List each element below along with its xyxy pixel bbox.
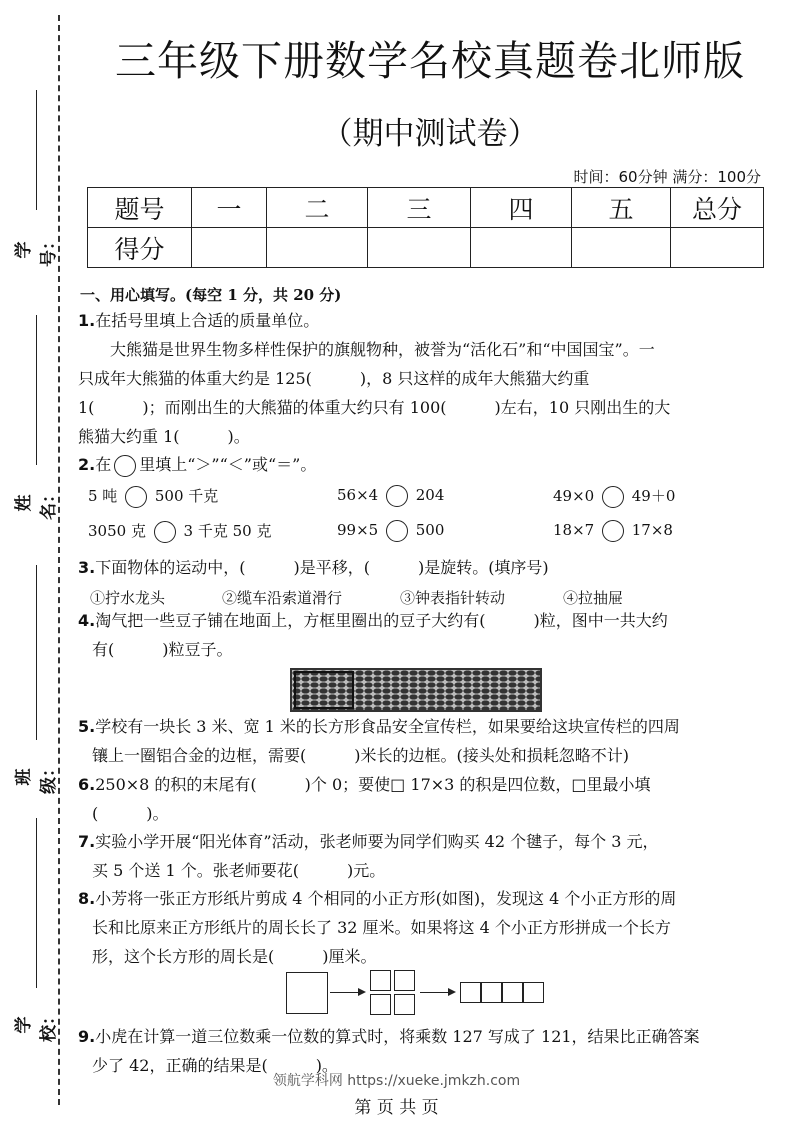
q3-choice: ②缆车沿索道滑行	[222, 589, 343, 607]
score-cell[interactable]	[192, 228, 267, 268]
question-7	[78, 827, 742, 885]
q2-right: 17×8	[631, 521, 673, 539]
score-header-cell: 一	[192, 188, 267, 228]
score-cell[interactable]	[368, 228, 471, 268]
arrow-icon	[330, 992, 364, 993]
score-table-score-row	[88, 228, 764, 268]
q2-stem-a: 在	[95, 455, 112, 474]
question-6	[78, 770, 742, 828]
score-cell[interactable]	[572, 228, 671, 268]
q2-number: 2.	[78, 455, 96, 474]
circle-icon	[114, 455, 136, 477]
q4-line: 淘气把一些豆子铺在地面上，方框里圈出的豆子大约有( )粒，图中一共大约	[95, 611, 668, 630]
q2-item	[553, 485, 675, 508]
score-header-cell: 总分	[671, 188, 764, 228]
q2-right: 49＋0	[631, 487, 676, 505]
question-1	[78, 306, 742, 451]
score-cell[interactable]	[471, 228, 572, 268]
score-table-header-row	[88, 188, 764, 228]
score-header-cell: 二	[267, 188, 368, 228]
q2-item	[88, 520, 271, 543]
q1-number: 1.	[78, 311, 96, 330]
q2-left: 5 吨	[88, 487, 118, 505]
q8-line: 长和比原来正方形纸片的周长长了 32 厘米。如果将这 4 个小正方形拼成一个长方	[92, 918, 671, 937]
compare-circle[interactable]	[154, 521, 176, 543]
big-square	[286, 972, 328, 1014]
q1-line: 大熊猫是世界生物多样性保护的旗舰物种，被誉为“活化石”和“中国国宝”。一	[110, 340, 655, 359]
q2-right: 204	[415, 486, 445, 504]
q2-left: 18×7	[553, 521, 595, 539]
row-square	[460, 982, 481, 1003]
q2-left: 56×4	[337, 486, 379, 504]
q4-line: 有( )粒豆子。	[92, 640, 233, 659]
q7-line: 实验小学开展“阳光体育”活动，张老师要为同学们购买 42 个毽子，每个 3 元，	[95, 832, 659, 851]
q2-left: 99×5	[337, 521, 379, 539]
class-line	[36, 565, 37, 740]
binding-dashed-line	[58, 15, 60, 1105]
question-2	[78, 450, 742, 479]
name-label: 姓名：	[14, 486, 59, 520]
small-square	[394, 970, 415, 991]
q6-line: 250×8 的积的末尾有( )个 0；要使□ 17×3 的积是四位数，□里最小填	[95, 775, 651, 794]
compare-circle[interactable]	[386, 520, 408, 542]
q1-stem: 在括号里填上合适的质量单位。	[95, 311, 320, 330]
score-header-cell: 五	[572, 188, 671, 228]
compare-circle[interactable]	[602, 520, 624, 542]
page-footer: 第 页 共 页	[354, 1098, 439, 1118]
score-header-cell: 三	[368, 188, 471, 228]
q4-number: 4.	[78, 611, 96, 630]
score-row-label: 得分	[88, 228, 192, 268]
q9-number: 9.	[78, 1027, 96, 1046]
question-8	[78, 884, 742, 971]
q2-item	[337, 520, 444, 542]
score-table	[87, 187, 764, 268]
q8-number: 8.	[78, 889, 96, 908]
school-line	[36, 818, 37, 988]
student-id-label: 学号：	[14, 233, 59, 267]
q2-item	[88, 485, 218, 508]
compare-circle[interactable]	[125, 486, 147, 508]
q1-line: 熊猫大约重 1( )。	[78, 427, 250, 446]
q3-number: 3.	[78, 558, 96, 577]
page-title: 三年级下册数学名校真题卷北师版	[115, 37, 745, 85]
school-label: 学校：	[14, 1008, 59, 1042]
q3-choice: ③钟表指针转动	[400, 589, 506, 607]
compare-circle[interactable]	[602, 486, 624, 508]
score-cell[interactable]	[267, 228, 368, 268]
score-header-cell: 题号	[88, 188, 192, 228]
q5-line: 镶上一圈铝合金的边框，需要( )米长的边框。(接头处和损耗忽略不计)	[92, 746, 629, 765]
student-id-line	[36, 90, 37, 210]
question-4	[78, 606, 742, 664]
q9-line: 小虎在计算一道三位数乘一位数的算式时，将乘数 127 写成了 121，结果比正确答案	[95, 1027, 700, 1046]
class-label: 班级：	[14, 760, 59, 794]
q5-number: 5.	[78, 717, 96, 736]
q8-line: 形，这个长方形的周长是( )厘米。	[92, 947, 377, 966]
section-1-heading: 一、用心填写。(每空 1 分，共 20 分)	[80, 286, 342, 304]
arrow-icon	[420, 992, 454, 993]
watermark: 领航学科网 https://xueke.jmkzh.com	[272, 1073, 521, 1089]
q2-right: 500	[415, 521, 445, 539]
q5-line: 学校有一块长 3 米、宽 1 米的长方形食品安全宣传栏，如果要给这块宣传栏的四周	[95, 717, 680, 736]
score-cell[interactable]	[671, 228, 764, 268]
q2-right: 500 千克	[154, 487, 219, 505]
beans-image	[290, 668, 542, 712]
q2-item	[553, 520, 673, 542]
small-square	[370, 994, 391, 1015]
q7-number: 7.	[78, 832, 96, 851]
small-square	[394, 994, 415, 1015]
row-square	[502, 982, 523, 1003]
question-5	[78, 712, 742, 770]
q3-choice: ④拉抽屉	[563, 589, 624, 607]
q2-right: 3 千克 50 克	[183, 522, 272, 540]
compare-circle[interactable]	[386, 485, 408, 507]
q1-line: 1( )；而刚出生的大熊猫的体重大约只有 100( )左右，10 只刚出生的大	[78, 398, 671, 417]
q2-stem-b: 里填上“＞”“＜”或“＝”。	[139, 455, 317, 474]
score-header-cell: 四	[471, 188, 572, 228]
q2-left: 3050 克	[88, 522, 146, 540]
small-square	[370, 970, 391, 991]
row-square	[481, 982, 502, 1003]
name-line	[36, 315, 37, 465]
question-3	[78, 553, 742, 582]
bean-count-frame	[294, 671, 354, 709]
page-subtitle: （期中测试卷）	[321, 116, 539, 152]
row-square	[523, 982, 544, 1003]
q8-line: 小芳将一张正方形纸片剪成 4 个相同的小正方形(如图)，发现这 4 个小正方形的周	[95, 889, 677, 908]
q7-line: 买 5 个送 1 个。张老师要花( )元。	[92, 861, 386, 880]
q9-line: 少了 42，正确的结果是( )。	[92, 1056, 338, 1075]
q3-stem: 下面物体的运动中，( )是平移，( )是旋转。(填序号)	[95, 558, 549, 577]
exam-meta: 时间：60分钟 满分：100分	[573, 168, 761, 186]
q6-line: ( )。	[92, 804, 169, 823]
q6-number: 6.	[78, 775, 96, 794]
q1-line: 只成年大熊猫的体重大约是 125( )，8 只这样的成年大熊猫大约重	[78, 369, 590, 388]
q3-choice: ①拧水龙头	[90, 589, 166, 607]
q2-left: 49×0	[553, 487, 595, 505]
q2-item	[337, 485, 444, 507]
